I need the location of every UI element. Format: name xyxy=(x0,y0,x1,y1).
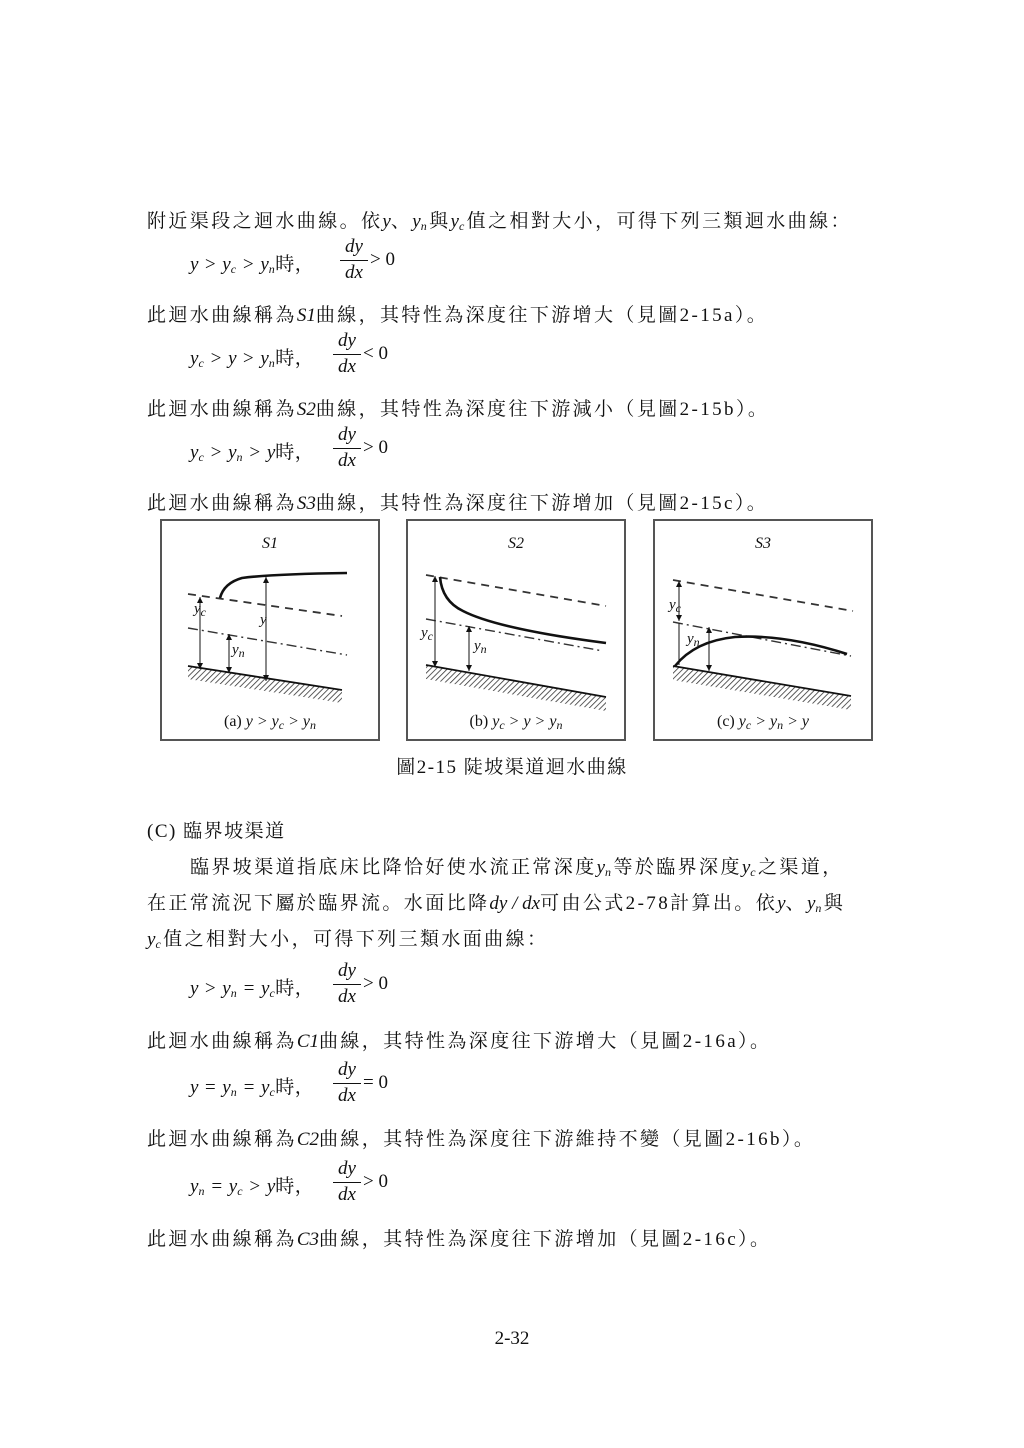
relation: < 0 xyxy=(363,343,388,364)
panel-caption: (b) $y_c > y > y_n$ xyxy=(469,713,563,732)
critical-depth-line xyxy=(426,575,606,606)
curve-name: S1 xyxy=(296,305,316,326)
condition: $y_n = y_c > y$時， xyxy=(190,1176,315,1198)
curve-name: C3 xyxy=(296,1229,319,1250)
intro-text-a: 附近渠段之迴水曲線。依 xyxy=(147,211,383,232)
panel-title: S2 xyxy=(508,535,524,552)
condition: $y > y_n = y_c$時， xyxy=(190,978,315,1000)
label-yn: $y_n$ xyxy=(232,642,245,660)
description-c1: 此迴水曲線稱為C1曲線，其特性為深度往下游增大（見圖2-16a）。 xyxy=(147,1031,772,1052)
label-y: y xyxy=(260,612,267,628)
figure-panel-s1 xyxy=(160,519,380,741)
intro-line xyxy=(147,206,852,234)
page-number: 2-32 xyxy=(494,1328,530,1349)
relation: > 0 xyxy=(363,973,388,994)
section-c-paragraph-line3: $y_c$值之相對大小，可得下列三類水面曲線： xyxy=(147,929,549,951)
curve-name: S3 xyxy=(296,493,316,514)
relation: > 0 xyxy=(370,249,395,270)
s3-diagram xyxy=(655,521,871,739)
label-yn: $y_n$ xyxy=(687,631,700,649)
panel-title: S1 xyxy=(262,535,278,552)
intro-text-b: 值之相對大小，可得下列三類迴水曲線： xyxy=(466,211,852,232)
description-s3: 此迴水曲線稱為S3曲線，其特性為深度往下游增加（見圖2-15c）。 xyxy=(147,493,769,514)
condition: $y_c > y_n > y$時， xyxy=(190,442,315,464)
curve-name: C1 xyxy=(296,1031,319,1052)
panel-caption: (c) $y_c > y_n > y$ xyxy=(716,713,809,732)
s3-water-surface xyxy=(675,637,847,666)
curve-name: S2 xyxy=(296,399,316,420)
intro-sep: 、 xyxy=(390,211,413,232)
var-yn: y xyxy=(412,211,421,232)
label-yc: $y_c$ xyxy=(194,601,206,619)
s2-diagram xyxy=(408,521,624,739)
derivative-fraction: $\frac{dy}{dx}$ xyxy=(340,236,368,285)
channel-bed-hatch xyxy=(673,666,851,710)
s2-water-surface xyxy=(440,577,606,643)
derivative-fraction: $\frac{dy}{dx}$ xyxy=(333,330,361,379)
critical-depth-line xyxy=(673,580,853,611)
section-c-paragraph-line2: 在正常流況下屬於臨界流。水面比降dy / dx可由公式2-78計算出。依y、$y_n$與 xyxy=(147,893,846,915)
condition: $y_c > y > y_n$時， xyxy=(190,348,315,370)
label-yc: $y_c$ xyxy=(669,597,681,615)
derivative-fraction: $\frac{dy}{dx}$ xyxy=(333,960,361,1009)
relation: > 0 xyxy=(363,1171,388,1192)
var-yc: y xyxy=(450,211,459,232)
s1-diagram xyxy=(162,521,378,739)
relation: > 0 xyxy=(363,437,388,458)
intro-and: 與 xyxy=(429,211,451,232)
derivative-fraction: $\frac{dy}{dx}$ xyxy=(333,1059,361,1108)
normal-depth-line xyxy=(188,628,347,655)
channel-bed-hatch xyxy=(426,665,606,711)
panel-title: S3 xyxy=(755,535,771,552)
condition: $y > y_c > y_n$時， xyxy=(190,254,315,276)
normal-depth-line xyxy=(673,622,851,656)
figure-panel-s2 xyxy=(406,519,626,741)
description-s1: 此迴水曲線稱為S1曲線，其特性為深度往下游增大（見圖2-15a）。 xyxy=(147,305,769,326)
relation: = 0 xyxy=(363,1072,388,1093)
label-yn: $y_n$ xyxy=(474,638,487,656)
curve-name: C2 xyxy=(296,1129,319,1150)
description-s2: 此迴水曲線稱為S2曲線，其特性為深度往下游減小（見圖2-15b）。 xyxy=(147,399,770,420)
sub-n: n xyxy=(420,219,430,233)
label-yc: $y_c$ xyxy=(421,625,433,643)
section-c-paragraph-line1: 臨界坡渠道指底床比降恰好使水流正常深度$y_n$等於臨界深度$y_c$之渠道， xyxy=(190,857,844,879)
var-y: y xyxy=(382,211,391,232)
s1-water-surface xyxy=(220,573,347,598)
figure-panel-s3 xyxy=(653,519,873,741)
channel-bed-hatch xyxy=(188,666,342,703)
derivative-fraction: $\frac{dy}{dx}$ xyxy=(333,424,361,473)
description-c2: 此迴水曲線稱為C2曲線，其特性為深度往下游維持不變（見圖2-16b）。 xyxy=(147,1129,816,1150)
sub-c: c xyxy=(458,219,467,233)
panel-caption: (a) $y > y_c > y_n$ xyxy=(224,713,316,732)
normal-depth-line xyxy=(426,619,603,651)
figure-caption: 圖2-15 陡坡渠道迴水曲線 xyxy=(396,757,628,778)
derivative-fraction: $\frac{dy}{dx}$ xyxy=(333,1158,361,1207)
section-heading: (C) 臨界坡渠道 xyxy=(147,821,286,842)
description-c3: 此迴水曲線稱為C3曲線，其特性為深度往下游增加（見圖2-16c）。 xyxy=(147,1229,772,1250)
condition: $y = y_n = y_c$時， xyxy=(190,1077,315,1099)
